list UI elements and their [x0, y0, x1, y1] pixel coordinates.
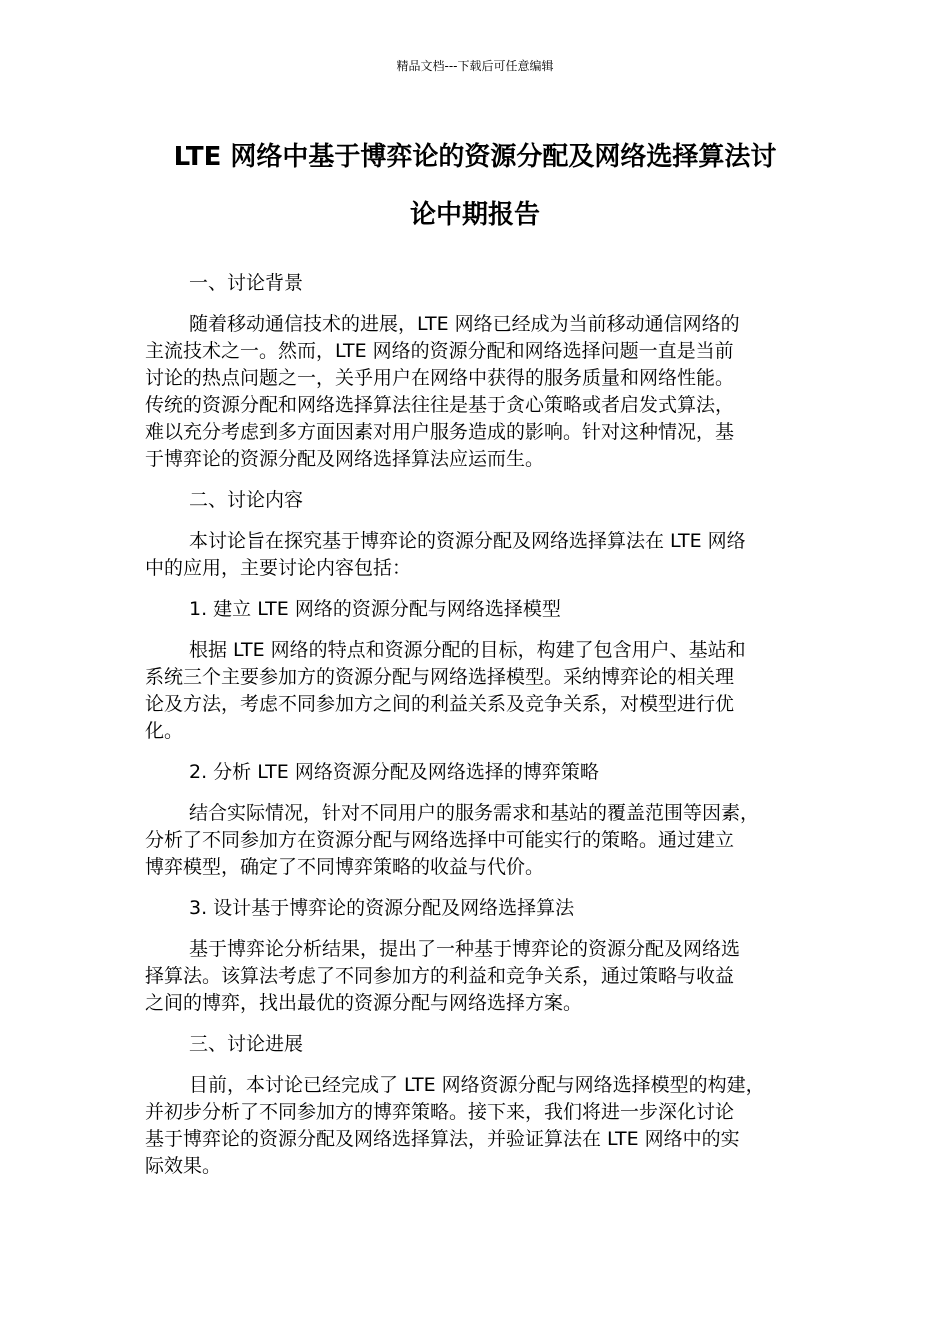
paragraph-line: 讨论的热点问题之一，关乎用户在网络中获得的服务质量和网络性能。 [145, 367, 735, 389]
paragraph-line: 目前，本讨论已经完成了 LTE 网络资源分配与网络选择模型的构建， [189, 1074, 765, 1096]
paragraph-line: 之间的博弈，找出最优的资源分配与网络选择方案。 [145, 992, 583, 1014]
paragraph-line: 择算法。该算法考虑了不同参加方的利益和竞争关系，通过策略与收益 [145, 965, 735, 987]
item-heading-strategy: 2. 分析 LTE 网络资源分配及网络选择的博弈策略 [189, 761, 599, 783]
item-heading-algorithm: 3. 设计基于博弈论的资源分配及网络选择算法 [189, 897, 575, 919]
document-title [120, 128, 830, 244]
paragraph-line: 难以充分考虑到多方面因素对用户服务造成的影响。针对这种情况，基 [145, 421, 735, 443]
paragraph-line: 基于博弈论分析结果，提出了一种基于博弈论的资源分配及网络选 [189, 938, 741, 960]
paragraph-progress [145, 1072, 805, 1180]
paragraph-strategy [145, 800, 805, 881]
paragraph-line: 论及方法，考虑不同参加方之间的利益关系及竞争关系，对模型进行优 [145, 693, 735, 715]
paragraph-model [145, 637, 805, 745]
paragraph-line: 结合实际情况，针对不同用户的服务需求和基站的覆盖范围等因素， [189, 802, 760, 824]
paragraph-line: 基于博弈论的资源分配及网络选择算法，并验证算法在 LTE 网络中的实 [145, 1128, 740, 1150]
paragraph-line: 际效果。 [145, 1155, 222, 1177]
paragraph-line: 分析了不同参加方在资源分配与网络选择中可能实行的策略。通过建立 [145, 829, 735, 851]
paragraph-line: 本讨论旨在探究基于博弈论的资源分配及网络选择算法在 LTE 网络 [189, 530, 746, 552]
paragraph-line: 并初步分析了不同参加方的博弈策略。接下来，我们将进一步深化讨论 [145, 1101, 735, 1123]
document-title-line-1: LTE 网络中基于博弈论的资源分配及网络选择算法讨 [173, 142, 777, 172]
paragraph-line: 化。 [145, 720, 184, 742]
section-heading-background: 一、讨论背景 [189, 272, 304, 294]
section-heading-progress: 三、讨论进展 [189, 1033, 304, 1055]
paragraph-line: 系统三个主要参加方的资源分配与网络选择模型。采纳博弈论的相关理 [145, 666, 735, 688]
paragraph-algorithm [145, 936, 805, 1017]
paragraph-line: 主流技术之一。然而，LTE 网络的资源分配和网络选择问题一直是当前 [145, 340, 734, 362]
document-title-line-2: 论中期报告 [409, 200, 540, 230]
paragraph-content-intro [145, 528, 805, 582]
paragraph-line: 博弈模型，确定了不同博弈策略的收益与代价。 [145, 856, 545, 878]
item-heading-model: 1. 建立 LTE 网络的资源分配与网络选择模型 [189, 598, 561, 620]
document-body [145, 270, 805, 1194]
paragraph-line: 随着移动通信技术的进展，LTE 网络已经成为当前移动通信网络的 [189, 313, 740, 335]
section-heading-content: 二、讨论内容 [189, 489, 304, 511]
paragraph-line: 于博弈论的资源分配及网络选择算法应运而生。 [145, 448, 545, 470]
paragraph-line: 中的应用，主要讨论内容包括： [145, 557, 412, 579]
paragraph-background [145, 311, 805, 473]
page-header-note: 精品文档---下载后可任意编辑 [396, 59, 554, 73]
paragraph-line: 传统的资源分配和网络选择算法往往是基于贪心策略或者启发式算法， [145, 394, 735, 416]
paragraph-line: 根据 LTE 网络的特点和资源分配的目标，构建了包含用户、基站和 [189, 639, 746, 661]
